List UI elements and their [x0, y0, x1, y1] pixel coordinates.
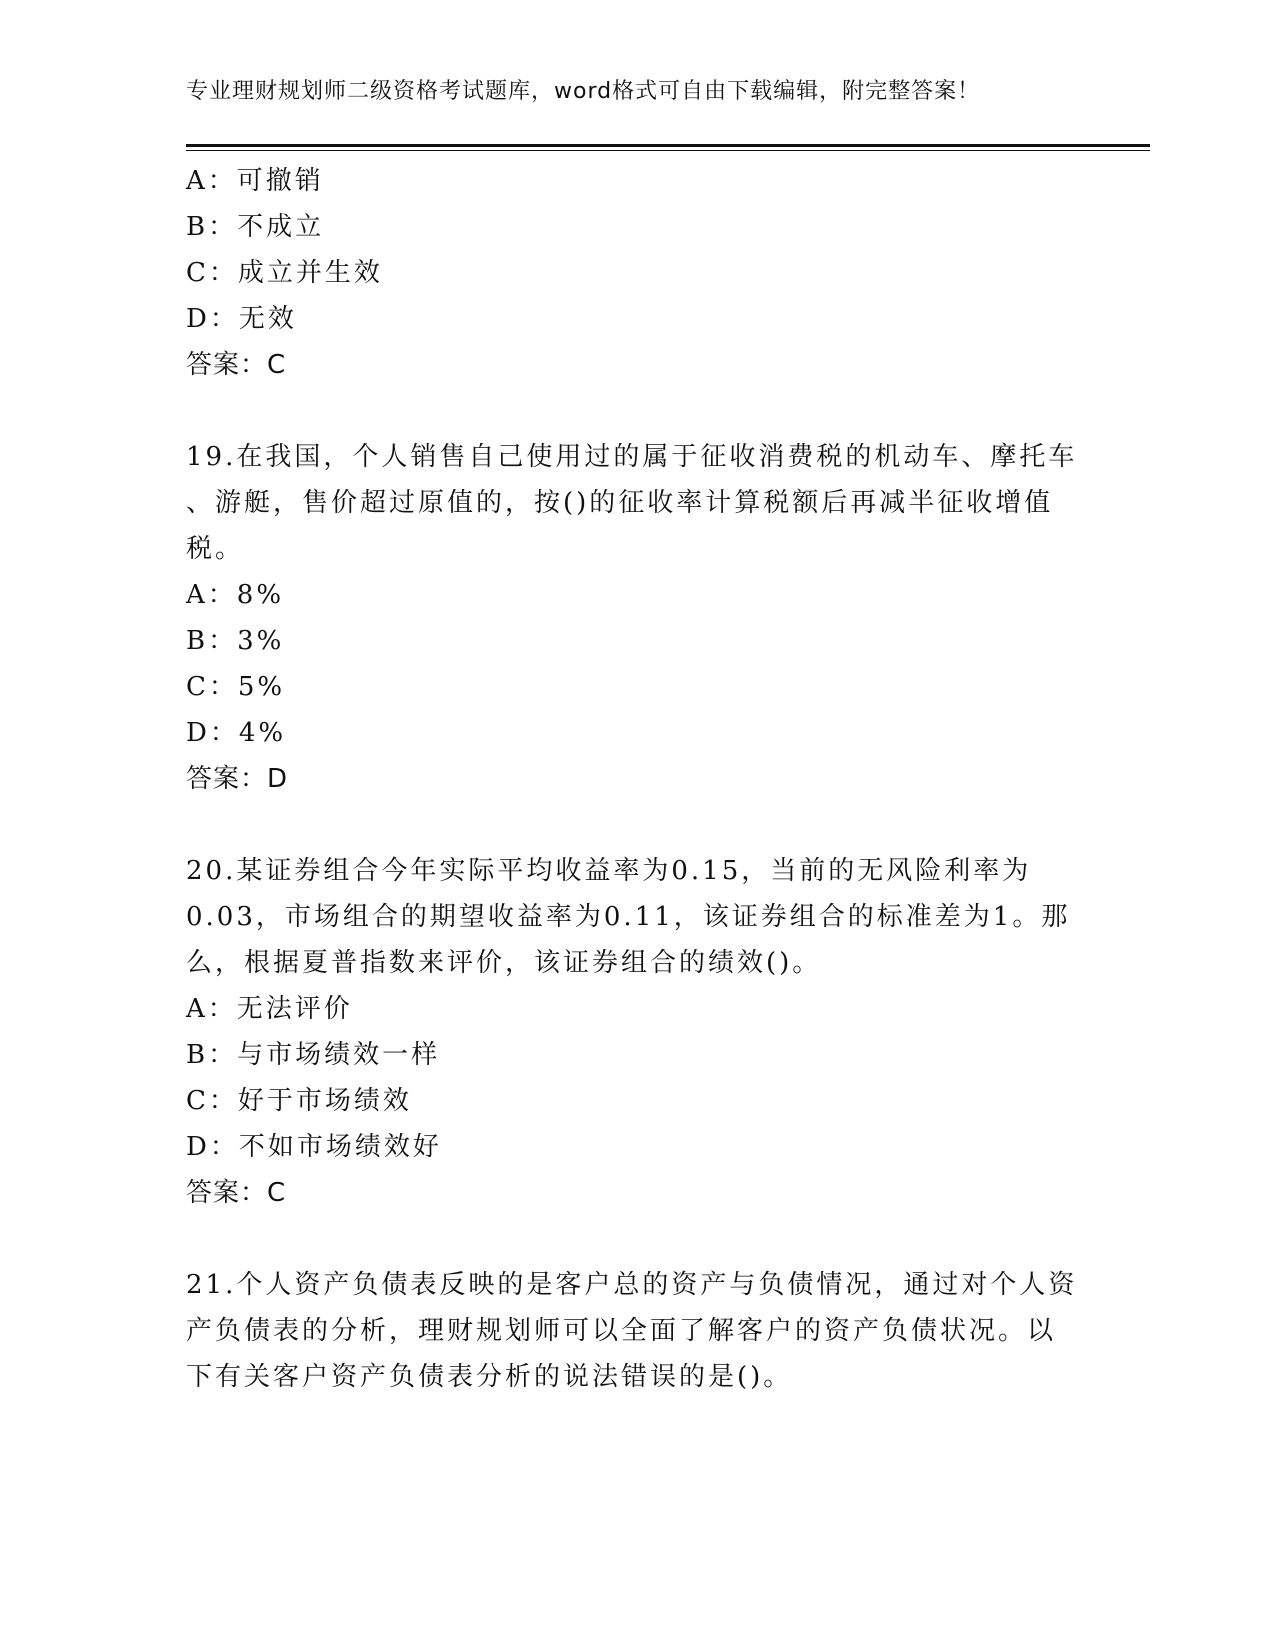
option-d: D：无效 [186, 304, 297, 334]
option-b: B：不成立 [186, 212, 325, 242]
page-header: 专业理财规划师二级资格考试题库，word格式可自由下载编辑，附完整答案！ [186, 79, 981, 104]
prev-question-block [186, 158, 1086, 388]
question-19-block [186, 434, 1086, 802]
option-d: D：4% [186, 718, 287, 748]
option-c: C：5% [186, 672, 286, 702]
header-rule-thick [186, 144, 1150, 147]
question-stem-line: 21.个人资产负债表反映的是客户总的资产与负债情况，通过对个人资 [186, 1270, 1078, 1300]
question-stem-line: 么，根据夏普指数来评价，该证券组合的绩效()。 [186, 948, 822, 978]
question-stem-line: 20.某证券组合今年实际平均收益率为0.15，当前的无风险利率为 [186, 856, 1032, 886]
option-a: A：无法评价 [186, 994, 353, 1024]
option-b: B：3% [186, 626, 285, 656]
question-20-block [186, 848, 1086, 1216]
answer-line: 答案：D [186, 764, 289, 794]
question-stem-line: 税。 [186, 534, 245, 564]
option-c: C：成立并生效 [186, 258, 383, 288]
question-stem-line: 0.03，市场组合的期望收益率为0.11，该证券组合的标准差为1。那 [186, 902, 1071, 932]
question-stem-line: 产负债表的分析，理财规划师可以全面了解客户的资产负债状况。以 [186, 1316, 1057, 1346]
question-21-block [186, 1262, 1086, 1400]
content-body [186, 158, 1086, 1400]
option-c: C：好于市场绩效 [186, 1086, 412, 1116]
header-rule-thin [186, 150, 1150, 151]
option-a: A：可撤销 [186, 166, 324, 196]
option-b: B：与市场绩效一样 [186, 1040, 441, 1070]
answer-line: 答案：C [186, 1178, 287, 1208]
option-a: A：8% [186, 580, 285, 610]
question-stem-line: 下有关客户资产负债表分析的说法错误的是()。 [186, 1362, 793, 1392]
question-stem-line: 19.在我国，个人销售自己使用过的属于征收消费税的机动车、摩托车 [186, 442, 1078, 472]
answer-line: 答案：C [186, 350, 287, 380]
question-stem-line: 、游艇，售价超过原值的，按()的征收率计算税额后再减半征收增值 [186, 488, 1054, 518]
option-d: D：不如市场绩效好 [186, 1132, 442, 1162]
